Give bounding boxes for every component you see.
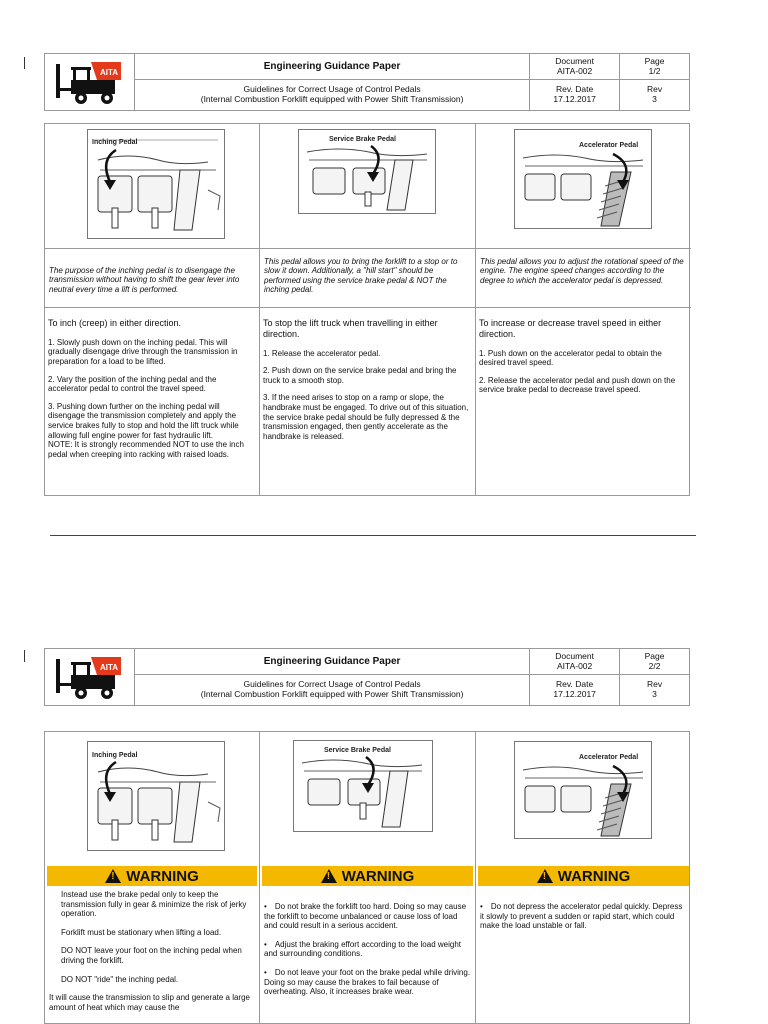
service-brake-steps [263, 318, 472, 449]
warning-item-text: Do not brake the forklift too hard. Doing so may cause the forklift to become unbalanced or cause loss of load and could result in a serious accident. [264, 902, 467, 931]
page-number-cell [620, 649, 690, 675]
document-subtitle [134, 675, 529, 706]
document-number-cell [530, 54, 620, 80]
document-label: Document [555, 55, 594, 66]
svg-text:AITA: AITA [100, 68, 119, 77]
page-number-cell [620, 54, 690, 80]
rev-cell [620, 80, 690, 111]
warning-item: It will cause the transmission to slip and generate a large amount of heat which may cause the [49, 993, 250, 1012]
accelerator-pedal-column [476, 124, 691, 495]
rev-value: 3 [652, 94, 657, 104]
rev-date-value: 17.12.2017 [553, 94, 596, 104]
warning-label: WARNING [557, 867, 631, 885]
step-1: 1. Slowly push down on the inching pedal. This will gradually disengage drive through the transmission in preparation for a load to be lifted. [48, 337, 238, 366]
warning-triangle-icon [105, 869, 121, 883]
forklift-logo-icon [53, 653, 125, 701]
page-label: Page [644, 55, 665, 66]
divider [45, 307, 259, 308]
document-value: AITA-002 [556, 65, 593, 76]
logo-cell [45, 54, 135, 111]
rev-value: 3 [652, 689, 657, 699]
warning-label: WARNING [341, 867, 415, 885]
image-label: Service Brake Pedal [329, 136, 396, 143]
warning-item [480, 902, 687, 931]
warning-item: DO NOT "ride" the inching pedal. [61, 974, 179, 984]
divider [45, 248, 259, 249]
warning-banner [262, 866, 473, 886]
service-brake-warnings [264, 902, 471, 1006]
accelerator-steps [479, 318, 688, 403]
step-2: 2. Release the accelerator pedal and push down on the service brake pedal to decrease travel speed. [479, 375, 676, 395]
step-2: 2. Push down on the service brake pedal and bring the truck to a smooth stop. [263, 366, 457, 385]
image-label: Inching Pedal [92, 752, 138, 759]
inching-steps [48, 318, 256, 467]
page-2 [0, 594, 768, 1024]
warning-item [264, 902, 471, 931]
warning-item [264, 940, 471, 959]
accelerator-pedal-illustration [514, 129, 652, 229]
rev-date-label: Rev. Date [556, 679, 594, 690]
margin-mark [24, 650, 25, 662]
document-label: Document [555, 650, 594, 661]
rev-label: Rev [646, 679, 663, 690]
warning-banner [47, 866, 257, 886]
divider [476, 307, 691, 308]
page-value: 2/2 [648, 660, 661, 671]
rev-label: Rev [646, 84, 663, 95]
step-3: 3. If the need arises to stop on a ramp or slope, the handbrake must be engaged. To drive out of this situation, the service brake pedal should be fully depressed & the transmission engaged, then gently accelerate as the handbrake is released. [263, 393, 469, 441]
note: NOTE: It is strongly recommended NOT to use the inch pedal when creeping into racking with raised loads. [48, 440, 244, 459]
subtitle-line-2: (Internal Combustion Forklift equipped with Power Shift Transmission) [200, 94, 464, 104]
inching-warnings [49, 890, 255, 1021]
divider [260, 248, 475, 249]
warning-item-text: Do not leave your foot on the brake pedal while driving. Doing so may cause the brakes to fail because of overheating. Also, it increases brake wear. [264, 967, 471, 997]
image-label: Accelerator Pedal [579, 142, 639, 149]
service-brake-description: This pedal allows you to bring the forklift to a stop or to slow it down. Additionally, a "hill start" should be performed using the service brake pedal & NOT the inching pedal. [264, 257, 458, 295]
inching-pedal-illustration [87, 129, 225, 239]
image-label: Inching Pedal [92, 139, 138, 146]
service-brake-pedal-illustration [298, 129, 436, 214]
svg-text:AITA: AITA [100, 663, 119, 672]
document-subtitle [134, 80, 529, 111]
inching-description: The purpose of the inching pedal is to disengage the transmission without having to shift the gear lever into neutral every time a lift is performed. [49, 266, 240, 294]
warning-triangle-icon [321, 869, 337, 883]
service-brake-pedal-column [260, 124, 476, 495]
bullet-icon [264, 902, 275, 911]
rev-cell [620, 675, 690, 706]
warning-item-text: Do not depress the accelerator pedal quickly. Depress it slowly to prevent a sudden or rapid start, which could make the load unstable or fall. [480, 902, 683, 931]
service-brake-warning-column [260, 732, 476, 1023]
subtitle-line-2: (Internal Combustion Forklift equipped with Power Shift Transmission) [200, 689, 464, 699]
bullet-icon [264, 940, 275, 949]
accelerator-pedal-illustration [514, 741, 652, 839]
document-header [44, 53, 690, 111]
bullet-icon [480, 902, 491, 911]
accelerator-warnings [480, 902, 687, 940]
rev-date-cell [530, 80, 620, 111]
warning-triangle-icon [537, 869, 553, 883]
service-brake-pedal-illustration [293, 740, 433, 832]
margin-mark [24, 57, 25, 69]
document-number-cell [530, 649, 620, 675]
warning-item [264, 968, 471, 997]
pedal-warning-grid [44, 731, 690, 1024]
document-value: AITA-002 [556, 660, 593, 671]
warning-label: WARNING [126, 867, 199, 885]
image-label: Accelerator Pedal [579, 754, 639, 761]
inching-warning-column [45, 732, 260, 1023]
document-header [44, 648, 690, 706]
rev-date-cell [530, 675, 620, 706]
page-value: 1/2 [648, 65, 661, 76]
rev-date-label: Rev. Date [556, 84, 594, 95]
subtitle-line-1: Guidelines for Correct Usage of Control Pedals [243, 84, 421, 95]
warning-item: Forklift must be stationary when lifting a load. [61, 927, 222, 937]
step-intro: To inch (creep) in either direction. [48, 318, 182, 328]
divider [260, 307, 475, 308]
inching-pedal-illustration [87, 741, 225, 851]
warning-item: DO NOT leave your foot on the inching pedal when driving the forklift. [61, 946, 242, 965]
page-separator [50, 535, 696, 536]
divider [476, 248, 691, 249]
step-3: 3. Pushing down further on the inching pedal will disengage the transmission completely and apply the service brakes fully to stop and hold the lift truck while allowing full engine power for fast hydraulic lift. [48, 401, 239, 440]
accelerator-warning-column [476, 732, 691, 1023]
step-intro: To stop the lift truck when travelling in either direction. [263, 318, 438, 339]
document-title: Engineering Guidance Paper [134, 649, 529, 675]
step-2: 2. Vary the position of the inching pedal and the accelerator pedal to control the travel speed. [48, 374, 217, 394]
rev-date-value: 17.12.2017 [553, 689, 596, 699]
warning-item-text: Adjust the braking effort according to the load weight and surrounding conditions. [264, 939, 462, 959]
page-label: Page [644, 650, 665, 661]
warning-banner [478, 866, 689, 886]
subtitle-line-1: Guidelines for Correct Usage of Control Pedals [243, 679, 421, 690]
warning-item: Instead use the brake pedal only to keep the transmission fully in gear & minimize the risk of jerky operation. [61, 890, 247, 919]
image-label: Service Brake Pedal [324, 747, 391, 754]
document-title: Engineering Guidance Paper [134, 54, 529, 80]
step-intro: To increase or decrease travel speed in either direction. [479, 318, 662, 339]
step-1: 1. Push down on the accelerator pedal to obtain the desired travel speed. [479, 348, 662, 368]
logo-cell [45, 649, 135, 706]
inching-pedal-column [45, 124, 260, 495]
pedal-guidance-grid [44, 123, 690, 496]
forklift-logo-icon [53, 58, 125, 106]
accelerator-description: This pedal allows you to adjust the rotational speed of the engine. The engine speed changes according to the degree to which the accelerator pedal is depressed. [480, 257, 684, 285]
step-1: 1. Release the accelerator pedal. [263, 348, 381, 358]
bullet-icon [264, 968, 275, 977]
